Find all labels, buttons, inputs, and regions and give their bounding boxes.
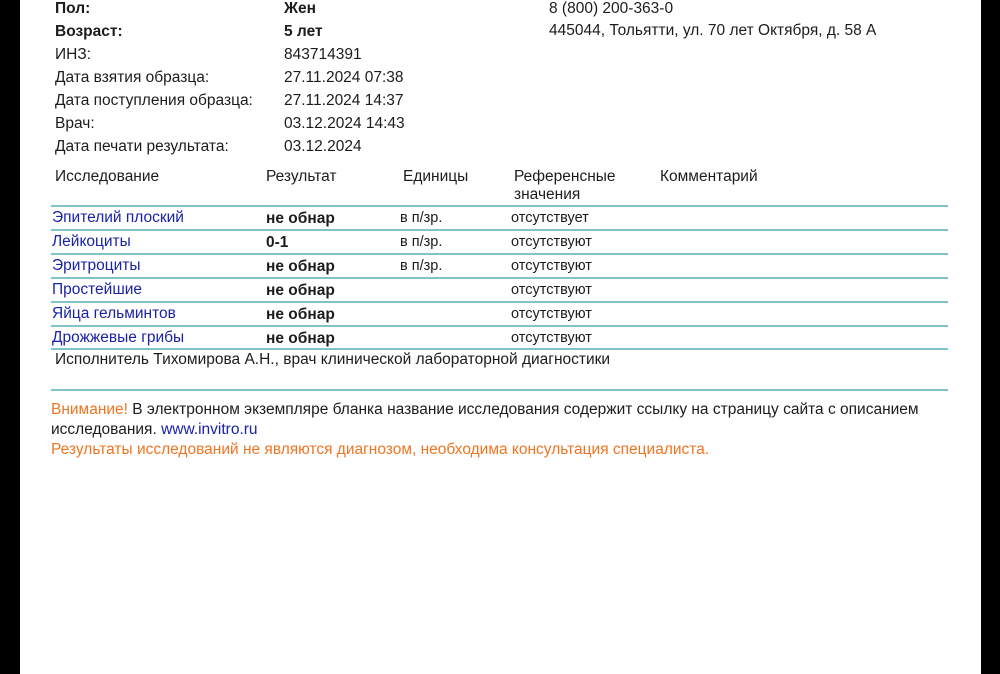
age-value: 5 лет — [284, 23, 323, 40]
inz-label: ИНЗ: — [55, 46, 92, 63]
table-divider — [51, 205, 948, 207]
result-value: не обнар — [266, 330, 335, 347]
header-units: Единицы — [403, 168, 469, 185]
reference-value: отсутствуют — [511, 234, 592, 250]
inz-value: 843714391 — [284, 46, 362, 63]
sample-taken-value: 27.11.2024 07:38 — [284, 69, 404, 86]
notice-paragraph — [51, 400, 951, 440]
test-link-helminth-eggs[interactable]: Яйца гельминтов — [52, 305, 176, 322]
age-label: Возраст: — [55, 23, 123, 40]
row-divider — [51, 277, 948, 279]
result-value: не обнар — [266, 210, 335, 227]
header-reference-line1: Референсные — [514, 168, 616, 185]
attention-label: Внимание! — [51, 401, 128, 418]
result-value: не обнар — [266, 258, 335, 275]
result-value: не обнар — [266, 282, 335, 299]
test-link-leukocytes[interactable]: Лейкоциты — [52, 233, 131, 250]
lab-report-page — [20, 0, 981, 674]
result-value: 0-1 — [266, 234, 289, 251]
header-result: Результат — [266, 168, 337, 185]
sample-received-value: 27.11.2024 14:37 — [284, 92, 404, 109]
print-date-label: Дата печати результата: — [55, 138, 229, 155]
header-reference-line2: значения — [514, 186, 581, 203]
invitro-link[interactable]: www.invitro.ru — [161, 421, 258, 438]
test-link-protozoa[interactable]: Простейшие — [52, 281, 143, 298]
doctor-label: Врач: — [55, 115, 95, 132]
row-divider — [51, 348, 948, 350]
sample-received-label: Дата поступления образца: — [55, 92, 253, 109]
reference-value: отсутствуют — [511, 330, 592, 346]
lab-address: 445044, Тольятти, ул. 70 лет Октября, д. 58 А — [549, 22, 877, 39]
header-test: Исследование — [55, 168, 160, 185]
test-link-epithelium[interactable]: Эпителий плоский — [52, 209, 184, 226]
reference-value: отсутствуют — [511, 282, 592, 298]
notice-text: В электронном экземпляре бланка название исследования содержит ссылку на страницу сайта с описанием исследования. — [51, 401, 919, 438]
doctor-value: 03.12.2024 14:43 — [284, 115, 405, 132]
test-link-yeast-fungi[interactable]: Дрожжевые грибы — [52, 329, 185, 346]
reference-value: отсутствует — [511, 210, 589, 226]
disclaimer-text: Результаты исследований не являются диагнозом, необходима консультация специалиста. — [51, 441, 710, 458]
sex-label: Пол: — [55, 0, 91, 17]
header-comment: Комментарий — [660, 168, 758, 185]
units-value: в п/зр. — [400, 210, 443, 226]
units-value: в п/зр. — [400, 258, 443, 274]
lab-phone: 8 (800) 200-363-0 — [549, 0, 674, 17]
section-divider — [51, 389, 948, 391]
sex-value: Жен — [284, 0, 316, 17]
header-reference — [514, 168, 616, 204]
reference-value: отсутствуют — [511, 258, 592, 274]
units-value: в п/зр. — [400, 234, 443, 250]
sample-taken-label: Дата взятия образца: — [55, 69, 210, 86]
row-divider — [51, 301, 948, 303]
reference-value: отсутствуют — [511, 306, 592, 322]
executor-line: Исполнитель Тихомирова А.Н., врач клинической лабораторной диагностики — [55, 351, 611, 368]
print-date-value: 03.12.2024 — [284, 138, 362, 155]
test-link-erythrocytes[interactable]: Эритроциты — [52, 257, 141, 274]
row-divider — [51, 325, 948, 327]
row-divider — [51, 229, 948, 231]
result-value: не обнар — [266, 306, 335, 323]
row-divider — [51, 253, 948, 255]
